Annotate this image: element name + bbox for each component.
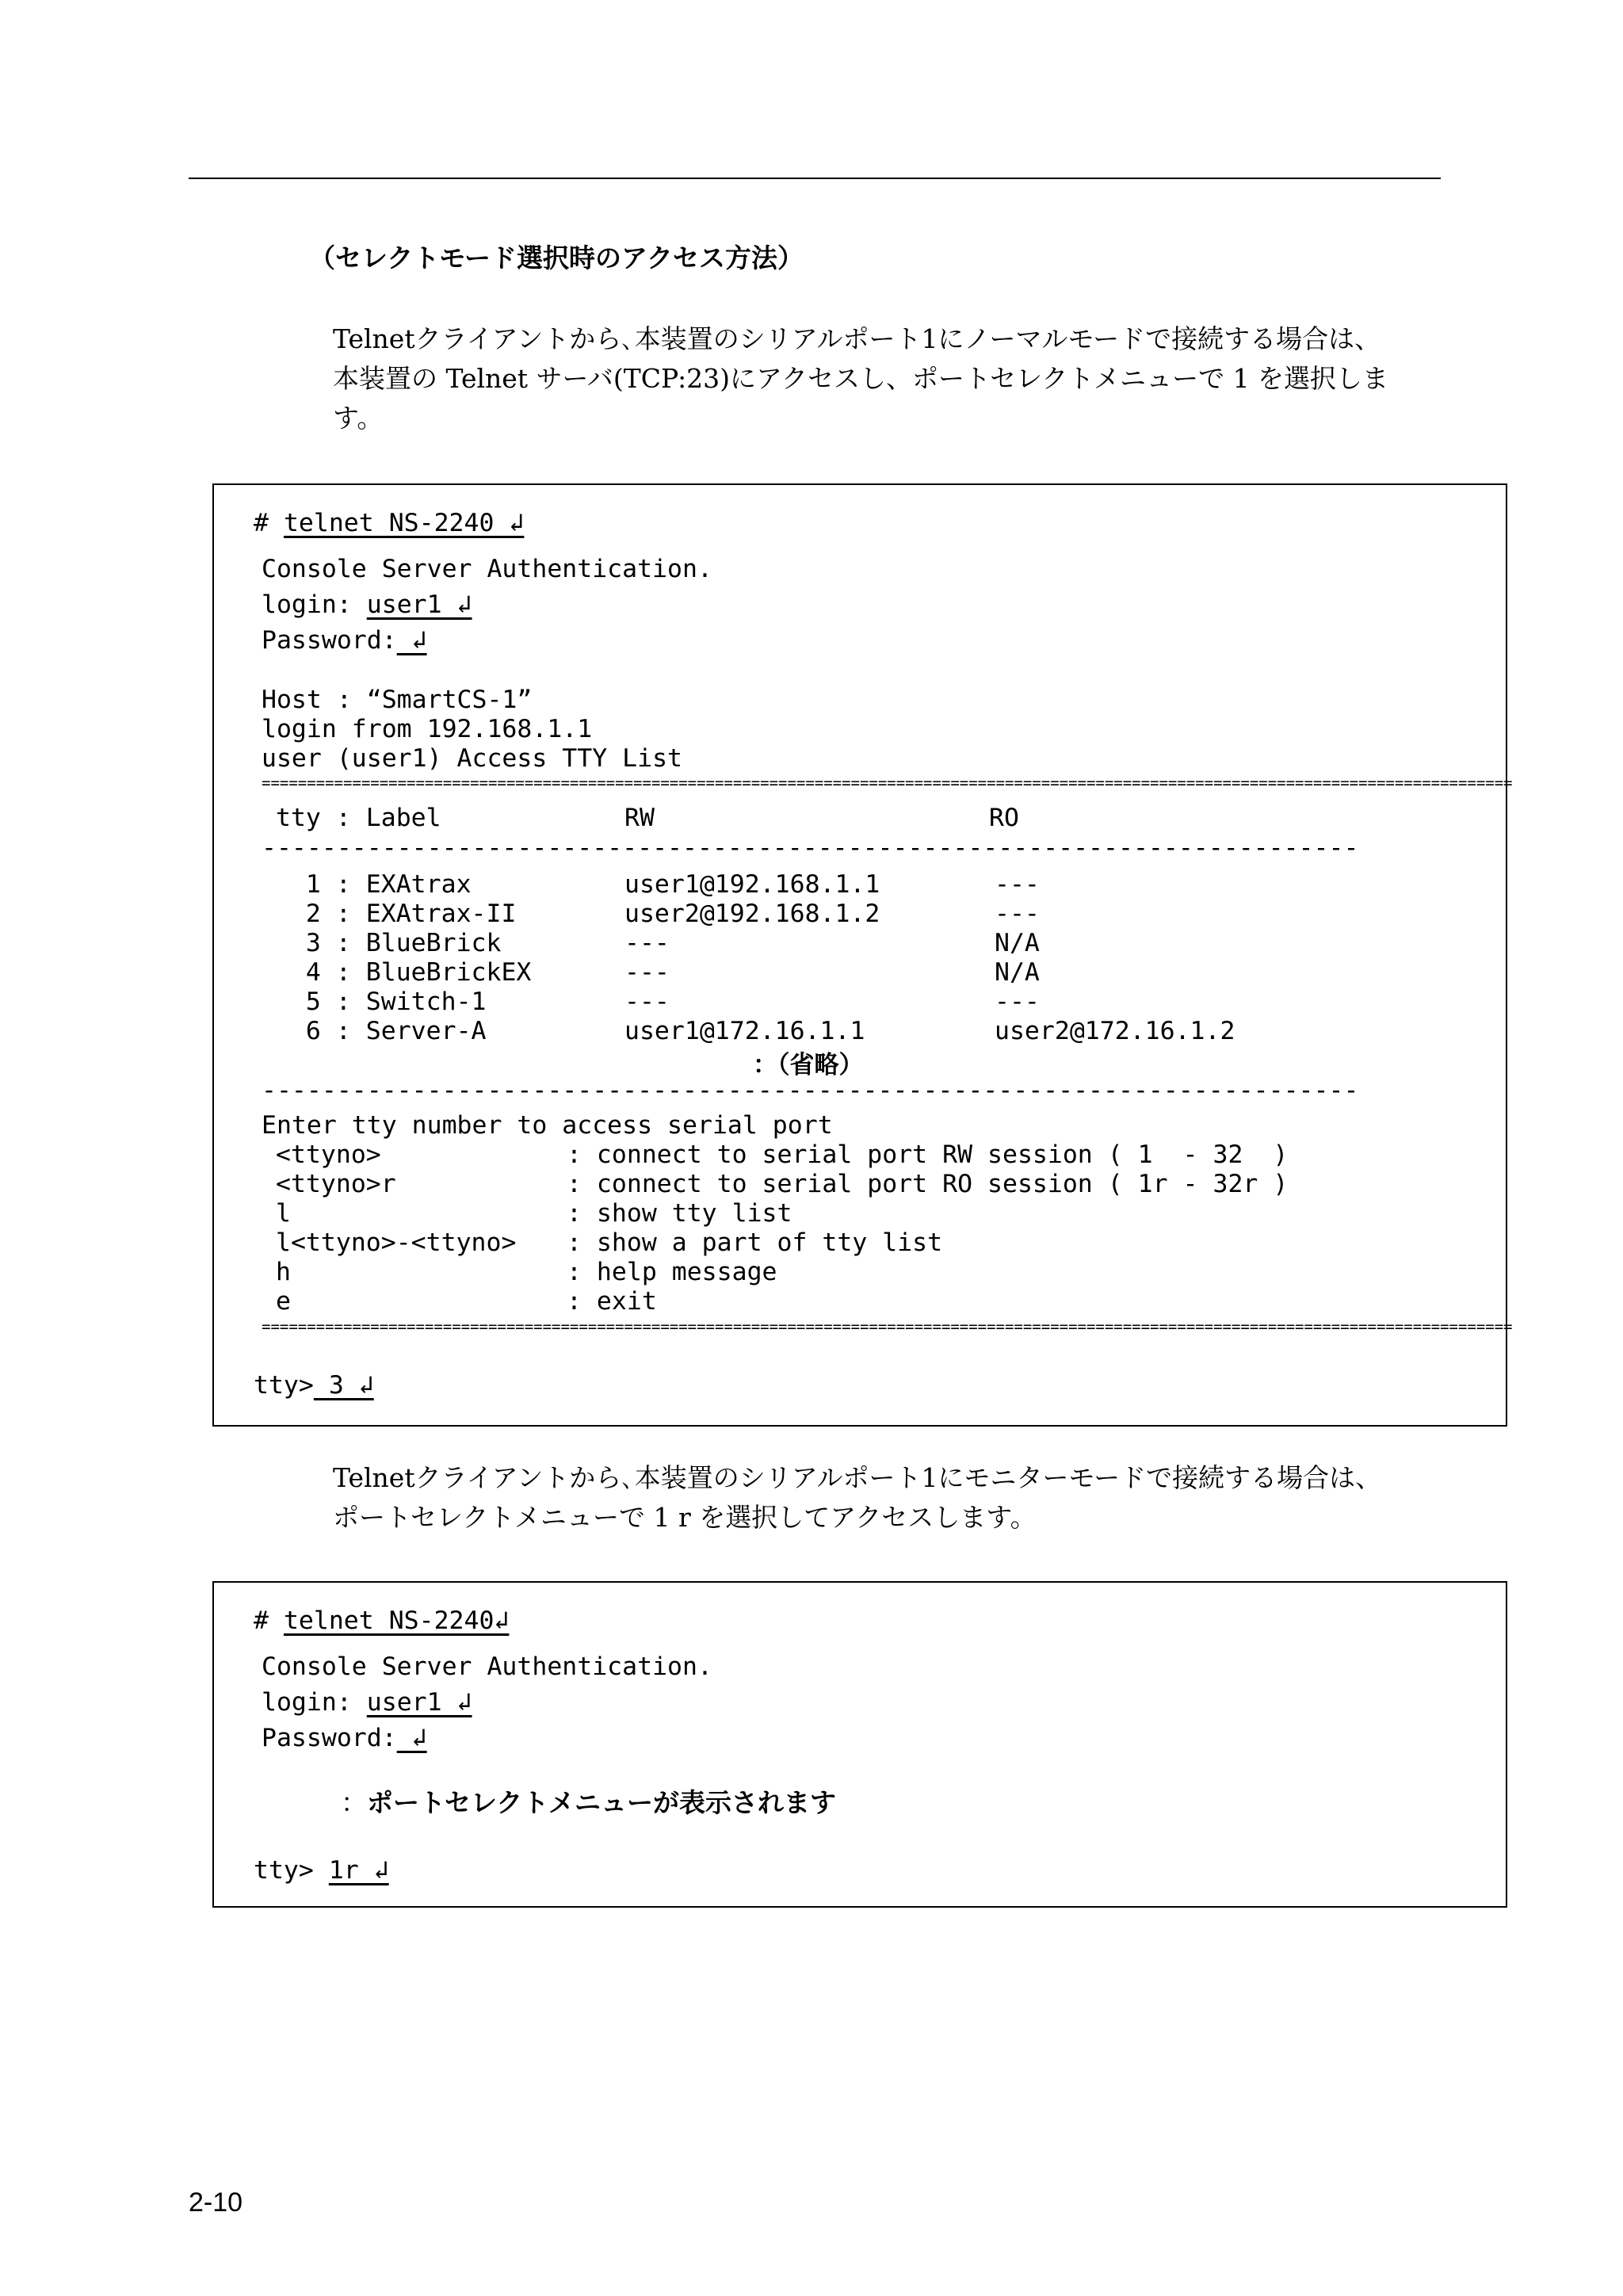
single-rule: ------------------------------------------------------------------------- [262, 1076, 1359, 1105]
menu-note-prefix: ： [341, 1787, 367, 1818]
paragraph-line: Telnetクライアントから､本装置のシリアルポート1にノーマルモードで接続する場合は、 [333, 323, 1381, 354]
command-prompt: # [254, 1606, 284, 1635]
password-prompt: Password: [262, 626, 397, 655]
menu-desc: : help message [567, 1258, 777, 1286]
menu-title: Enter tty number to access serial port [262, 1111, 833, 1140]
table-row-tty: 2 : EXAtrax-II [276, 900, 517, 928]
table-row-ro: --- [995, 900, 1040, 928]
tty-input: 3 ↲ [313, 1371, 374, 1400]
login-line [262, 590, 472, 619]
tty-prompt: tty> [254, 1856, 329, 1885]
host-line: Host : “SmartCS-1” [262, 686, 533, 714]
table-row-ro: user2@172.16.1.2 [995, 1017, 1235, 1045]
table-row-ro: --- [995, 988, 1040, 1016]
paragraph-monitor-mode [333, 1458, 1381, 1538]
command-line [254, 509, 524, 537]
table-row-rw: user1@172.16.1.1 [624, 1017, 865, 1045]
login-line [262, 1688, 472, 1717]
table-row-ro: N/A [995, 929, 1040, 957]
table-row-tty: 4 : BlueBrickEX [276, 958, 532, 987]
command-line [254, 1606, 509, 1635]
single-rule: ------------------------------------------------------------------------- [262, 834, 1359, 862]
menu-key: <ttyno> [276, 1140, 381, 1169]
paragraph-line: す。 [333, 403, 384, 434]
menu-key: <ttyno>r [276, 1170, 396, 1198]
terminal-session-monitor [212, 1581, 1507, 1908]
auth-title: Console Server Authentication. [262, 555, 712, 583]
password-input: ↲ [396, 626, 427, 655]
tty-prompt-line [254, 1371, 374, 1400]
table-row-tty: 6 : Server-A [276, 1017, 487, 1045]
menu-desc: : connect to serial port RW session ( 1 - 32 ) [567, 1140, 1289, 1169]
tty-prompt-line [254, 1856, 389, 1885]
auth-title: Console Server Authentication. [262, 1652, 712, 1681]
table-row-rw: --- [624, 958, 670, 987]
menu-desc: : exit [567, 1287, 657, 1316]
password-prompt: Password: [262, 1724, 397, 1752]
command-prompt: # [254, 509, 284, 537]
login-input: user1 ↲ [366, 590, 472, 619]
paragraph-normal-mode [333, 319, 1388, 438]
table-header-rw: RW [624, 804, 655, 832]
menu-note-text: ポートセレクトメニューが表示されます [367, 1787, 837, 1818]
login-prompt: login: [262, 590, 367, 619]
terminal-session-normal [212, 483, 1513, 1427]
menu-key: l [276, 1199, 291, 1228]
table-row-rw: --- [624, 929, 670, 957]
paragraph-line: ポートセレクトメニューで 1 r を選択してアクセスします。 [333, 1502, 1037, 1533]
menu-key: l<ttyno>-<ttyno> [276, 1228, 517, 1257]
menu-desc: : connect to serial port RO session ( 1r - 32r ) [567, 1170, 1289, 1198]
list-title: user (user1) Access TTY List [262, 744, 683, 773]
command-input: telnet NS-2240 ↲ [283, 509, 525, 537]
table-header-tty: tty : Label [276, 804, 441, 832]
double-rule: ========================================================================================================================================== [262, 774, 1513, 792]
table-row-tty: 3 : BlueBrick [276, 929, 502, 957]
menu-displayed-note [341, 1782, 836, 1820]
paragraph-line: Telnetクライアントから､本装置のシリアルポート1にモニターモードで接続する場合は、 [333, 1462, 1382, 1493]
header-rule [189, 178, 1441, 179]
tty-prompt: tty> [254, 1371, 314, 1400]
login-input: user1 ↲ [366, 1688, 472, 1717]
table-row-ro: N/A [995, 958, 1040, 987]
table-row-rw: --- [624, 988, 670, 1016]
paragraph-line: 本装置の Telnet サーバ(TCP:23)にアクセスし、ポートセレクトメニューで 1 を選択しま [333, 363, 1389, 394]
login-prompt: login: [262, 1688, 367, 1717]
menu-key: e [276, 1287, 291, 1316]
password-line [262, 626, 427, 655]
page-number: 2-10 [189, 2187, 243, 2218]
password-line [262, 1724, 427, 1752]
login-from-line: login from 192.168.1.1 [262, 715, 593, 743]
command-input: telnet NS-2240↲ [283, 1606, 510, 1635]
omitted-note: ：（省略） [753, 1051, 864, 1079]
table-row-rw: user1@192.168.1.1 [624, 870, 880, 899]
menu-desc: : show a part of tty list [567, 1228, 943, 1257]
table-row-tty: 1 : EXAtrax [276, 870, 472, 899]
section-heading: （セレクトモード選択時のアクセス方法） [309, 243, 804, 273]
table-row-tty: 5 : Switch-1 [276, 988, 487, 1016]
tty-input: 1r ↲ [328, 1856, 389, 1885]
table-row-rw: user2@192.168.1.2 [624, 900, 880, 928]
table-row-ro: --- [995, 870, 1040, 899]
password-input: ↲ [396, 1724, 427, 1752]
table-header-ro: RO [989, 804, 1019, 832]
menu-desc: : show tty list [567, 1199, 792, 1228]
menu-key: h [276, 1258, 291, 1286]
double-rule: ========================================================================================================================================== [262, 1318, 1513, 1335]
